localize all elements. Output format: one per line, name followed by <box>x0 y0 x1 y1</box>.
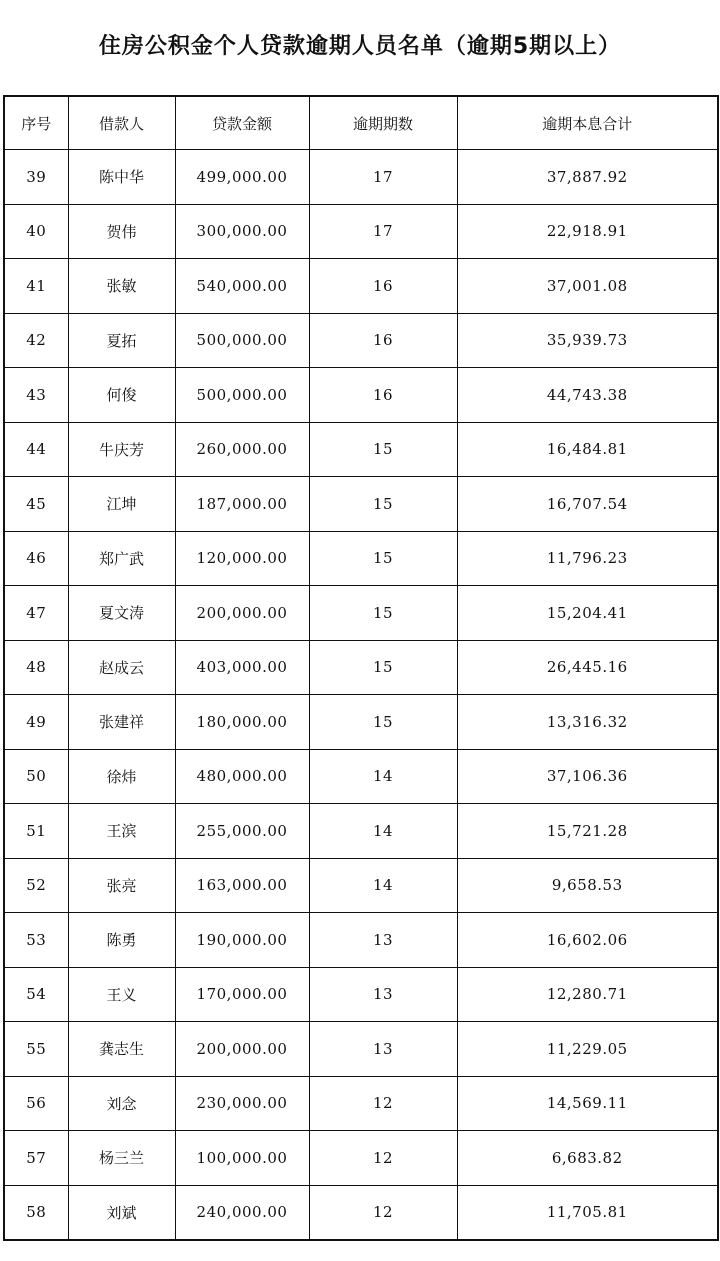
cell-borrower: 张敏 <box>68 259 175 314</box>
cell-loan-amount: 120,000.00 <box>175 531 309 586</box>
table-row <box>4 967 718 1022</box>
cell-loan-amount: 200,000.00 <box>175 586 309 641</box>
cell-overdue-periods: 17 <box>309 204 457 259</box>
table-row <box>4 695 718 750</box>
table-row <box>4 913 718 968</box>
cell-overdue-total: 35,939.73 <box>457 313 718 368</box>
cell-loan-amount: 499,000.00 <box>175 150 309 205</box>
cell-loan-amount: 300,000.00 <box>175 204 309 259</box>
cell-overdue-periods: 12 <box>309 1131 457 1186</box>
cell-loan-amount: 200,000.00 <box>175 1022 309 1077</box>
cell-serial: 52 <box>4 858 68 913</box>
cell-serial: 57 <box>4 1131 68 1186</box>
table-row <box>4 204 718 259</box>
cell-overdue-total: 37,106.36 <box>457 749 718 804</box>
cell-overdue-periods: 12 <box>309 1185 457 1240</box>
cell-borrower: 刘斌 <box>68 1185 175 1240</box>
table-row <box>4 1022 718 1077</box>
cell-serial: 56 <box>4 1076 68 1131</box>
cell-overdue-total: 16,707.54 <box>457 477 718 532</box>
table-row <box>4 531 718 586</box>
cell-overdue-periods: 14 <box>309 858 457 913</box>
cell-serial: 54 <box>4 967 68 1022</box>
cell-loan-amount: 480,000.00 <box>175 749 309 804</box>
table-row <box>4 150 718 205</box>
cell-overdue-periods: 13 <box>309 913 457 968</box>
cell-overdue-total: 14,569.11 <box>457 1076 718 1131</box>
cell-serial: 39 <box>4 150 68 205</box>
cell-borrower: 郑广武 <box>68 531 175 586</box>
table-body <box>4 150 718 1241</box>
cell-borrower: 贺伟 <box>68 204 175 259</box>
cell-loan-amount: 163,000.00 <box>175 858 309 913</box>
header-row <box>4 96 718 150</box>
cell-serial: 53 <box>4 913 68 968</box>
table-row <box>4 477 718 532</box>
cell-overdue-total: 11,705.81 <box>457 1185 718 1240</box>
cell-overdue-periods: 13 <box>309 1022 457 1077</box>
cell-loan-amount: 180,000.00 <box>175 695 309 750</box>
page-title: 住房公积金个人贷款逾期人员名单（逾期5期以上） <box>98 34 622 59</box>
cell-loan-amount: 500,000.00 <box>175 368 309 423</box>
cell-overdue-periods: 15 <box>309 695 457 750</box>
cell-loan-amount: 230,000.00 <box>175 1076 309 1131</box>
cell-overdue-total: 15,721.28 <box>457 804 718 859</box>
table-row <box>4 749 718 804</box>
cell-serial: 48 <box>4 640 68 695</box>
cell-serial: 49 <box>4 695 68 750</box>
cell-overdue-periods: 13 <box>309 967 457 1022</box>
header-overdue-total: 逾期本息合计 <box>457 96 718 150</box>
cell-overdue-periods: 15 <box>309 477 457 532</box>
cell-serial: 58 <box>4 1185 68 1240</box>
overdue-loan-table <box>3 95 719 1241</box>
header-overdue-periods: 逾期期数 <box>309 96 457 150</box>
table-row <box>4 422 718 477</box>
cell-overdue-total: 15,204.41 <box>457 586 718 641</box>
cell-overdue-total: 11,796.23 <box>457 531 718 586</box>
cell-overdue-total: 13,316.32 <box>457 695 718 750</box>
cell-overdue-periods: 16 <box>309 368 457 423</box>
cell-overdue-total: 26,445.16 <box>457 640 718 695</box>
cell-borrower: 龚志生 <box>68 1022 175 1077</box>
cell-borrower: 刘念 <box>68 1076 175 1131</box>
table-row <box>4 1076 718 1131</box>
cell-loan-amount: 190,000.00 <box>175 913 309 968</box>
cell-overdue-periods: 17 <box>309 150 457 205</box>
table-row <box>4 804 718 859</box>
cell-overdue-periods: 15 <box>309 586 457 641</box>
cell-loan-amount: 100,000.00 <box>175 1131 309 1186</box>
cell-loan-amount: 255,000.00 <box>175 804 309 859</box>
table-row <box>4 586 718 641</box>
cell-borrower: 王滨 <box>68 804 175 859</box>
header-loan-amount: 贷款金额 <box>175 96 309 150</box>
table-row <box>4 259 718 314</box>
cell-overdue-periods: 15 <box>309 422 457 477</box>
cell-overdue-periods: 14 <box>309 749 457 804</box>
table-row <box>4 1185 718 1240</box>
cell-overdue-total: 9,658.53 <box>457 858 718 913</box>
cell-loan-amount: 170,000.00 <box>175 967 309 1022</box>
cell-borrower: 牛庆芳 <box>68 422 175 477</box>
cell-serial: 47 <box>4 586 68 641</box>
cell-serial: 40 <box>4 204 68 259</box>
cell-overdue-total: 11,229.05 <box>457 1022 718 1077</box>
cell-loan-amount: 260,000.00 <box>175 422 309 477</box>
cell-borrower: 王义 <box>68 967 175 1022</box>
cell-overdue-total: 6,683.82 <box>457 1131 718 1186</box>
cell-borrower: 陈勇 <box>68 913 175 968</box>
table-header <box>4 96 718 150</box>
cell-borrower: 陈中华 <box>68 150 175 205</box>
cell-serial: 43 <box>4 368 68 423</box>
cell-serial: 55 <box>4 1022 68 1077</box>
cell-loan-amount: 500,000.00 <box>175 313 309 368</box>
cell-borrower: 江坤 <box>68 477 175 532</box>
cell-serial: 42 <box>4 313 68 368</box>
cell-overdue-total: 12,280.71 <box>457 967 718 1022</box>
cell-overdue-periods: 16 <box>309 313 457 368</box>
cell-overdue-total: 37,887.92 <box>457 150 718 205</box>
cell-overdue-total: 16,602.06 <box>457 913 718 968</box>
cell-borrower: 夏拓 <box>68 313 175 368</box>
cell-overdue-periods: 15 <box>309 640 457 695</box>
cell-serial: 46 <box>4 531 68 586</box>
cell-overdue-periods: 12 <box>309 1076 457 1131</box>
cell-overdue-total: 37,001.08 <box>457 259 718 314</box>
cell-serial: 41 <box>4 259 68 314</box>
header-borrower: 借款人 <box>68 96 175 150</box>
cell-overdue-total: 44,743.38 <box>457 368 718 423</box>
cell-serial: 50 <box>4 749 68 804</box>
cell-borrower: 何俊 <box>68 368 175 423</box>
cell-overdue-total: 16,484.81 <box>457 422 718 477</box>
cell-overdue-periods: 14 <box>309 804 457 859</box>
cell-loan-amount: 540,000.00 <box>175 259 309 314</box>
cell-loan-amount: 187,000.00 <box>175 477 309 532</box>
header-serial: 序号 <box>4 96 68 150</box>
cell-borrower: 夏文涛 <box>68 586 175 641</box>
cell-serial: 51 <box>4 804 68 859</box>
cell-borrower: 杨三兰 <box>68 1131 175 1186</box>
cell-borrower: 张亮 <box>68 858 175 913</box>
table-row <box>4 1131 718 1186</box>
cell-loan-amount: 240,000.00 <box>175 1185 309 1240</box>
table-row <box>4 858 718 913</box>
table-row <box>4 313 718 368</box>
cell-loan-amount: 403,000.00 <box>175 640 309 695</box>
cell-overdue-periods: 16 <box>309 259 457 314</box>
cell-serial: 44 <box>4 422 68 477</box>
cell-overdue-periods: 15 <box>309 531 457 586</box>
table-row <box>4 640 718 695</box>
cell-borrower: 徐炜 <box>68 749 175 804</box>
cell-borrower: 张建祥 <box>68 695 175 750</box>
cell-overdue-total: 22,918.91 <box>457 204 718 259</box>
table-row <box>4 368 718 423</box>
cell-borrower: 赵成云 <box>68 640 175 695</box>
cell-serial: 45 <box>4 477 68 532</box>
